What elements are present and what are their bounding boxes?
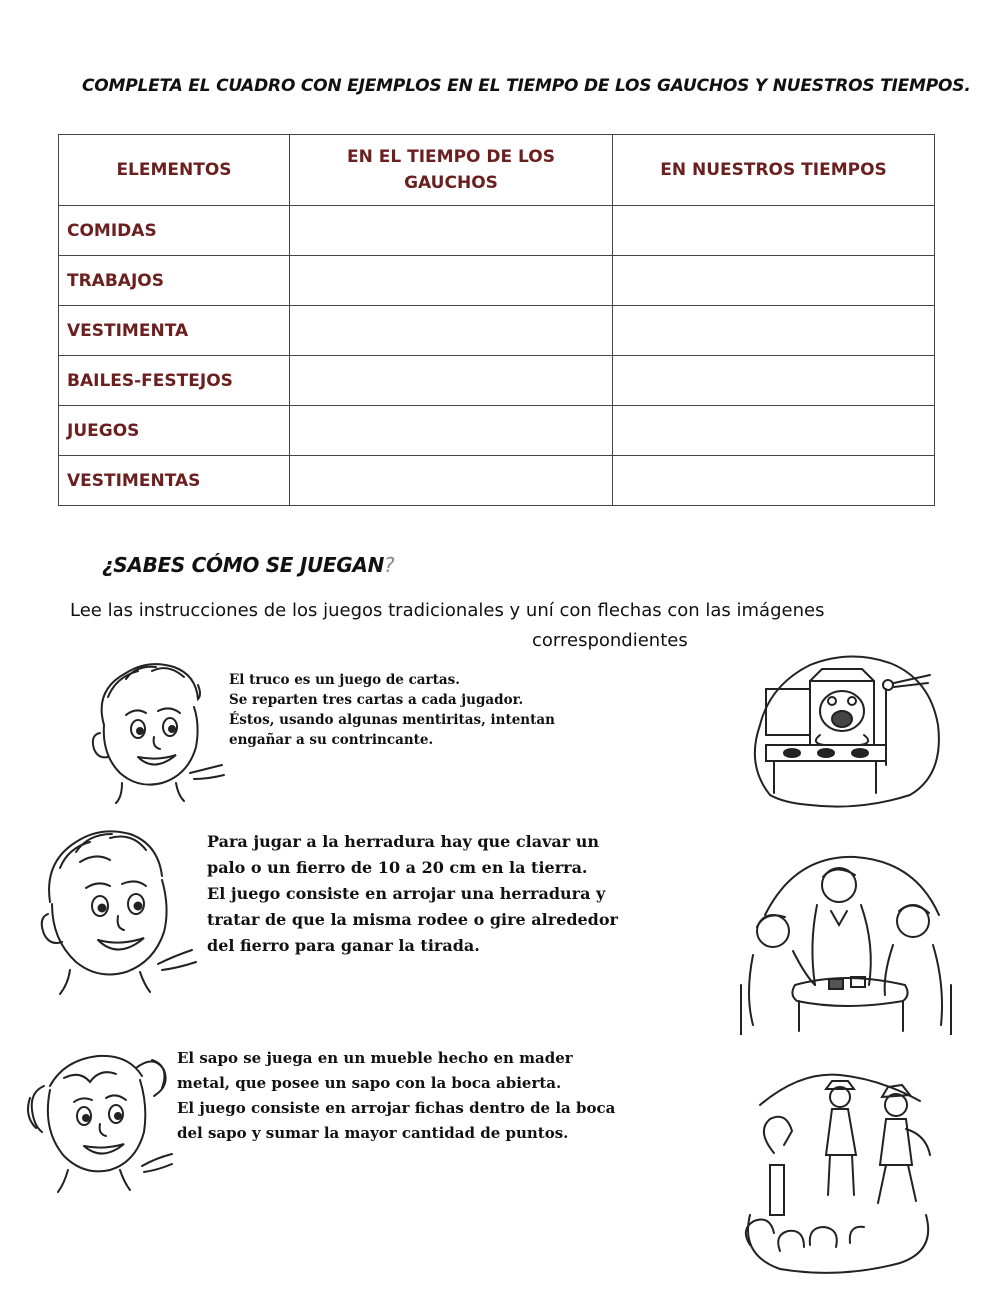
truco-card-players-illustration[interactable] bbox=[735, 845, 960, 1035]
sapo-line: metal, que posee un sapo con la boca abierta. bbox=[177, 1074, 562, 1092]
answer-cell-present[interactable] bbox=[613, 356, 935, 406]
row-label: VESTIMENTAS bbox=[59, 456, 290, 506]
herradura-line: palo o un fierro de 10 a 20 cm en la tierra. bbox=[207, 858, 588, 877]
truco-instructions bbox=[229, 670, 555, 750]
table-row bbox=[59, 256, 935, 306]
truco-line: Se reparten tres cartas a cada jugador. bbox=[229, 692, 524, 708]
answer-cell-present[interactable] bbox=[613, 456, 935, 506]
herradura-line: del fierro para ganar la tirada. bbox=[207, 936, 480, 955]
row-label: COMIDAS bbox=[59, 206, 290, 256]
answer-cell-present[interactable] bbox=[613, 256, 935, 306]
row-label: JUEGOS bbox=[59, 406, 290, 456]
answer-cell-past[interactable] bbox=[290, 356, 613, 406]
row-label: TRABAJOS bbox=[59, 256, 290, 306]
answer-cell-present[interactable] bbox=[613, 206, 935, 256]
header-tiempo-gauchos: EN EL TIEMPO DE LOS GAUCHOS bbox=[290, 135, 613, 206]
answer-cell-past[interactable] bbox=[290, 256, 613, 306]
row-label: VESTIMENTA bbox=[59, 306, 290, 356]
row-label: BAILES-FESTEJOS bbox=[59, 356, 290, 406]
boy-face-icon bbox=[40, 822, 200, 997]
truco-line: El truco es un juego de cartas. bbox=[229, 672, 460, 688]
girl-face-icon bbox=[24, 1046, 174, 1196]
herradura-game-illustration[interactable] bbox=[730, 1065, 945, 1280]
table-row bbox=[59, 406, 935, 456]
sapo-instructions bbox=[177, 1046, 615, 1146]
instructions-line-2: correspondientes bbox=[532, 630, 688, 651]
table-row bbox=[59, 456, 935, 506]
herradura-line: El juego consiste en arrojar una herradura y bbox=[207, 884, 606, 903]
answer-cell-past[interactable] bbox=[290, 306, 613, 356]
sapo-line: del sapo y sumar la mayor cantidad de puntos. bbox=[177, 1124, 569, 1142]
boy-face-icon bbox=[86, 655, 226, 805]
header-nuestros-tiempos: EN NUESTROS TIEMPOS bbox=[613, 135, 935, 206]
herradura-line: Para jugar a la herradura hay que clavar un bbox=[207, 832, 600, 851]
table-row bbox=[59, 356, 935, 406]
truco-line: engañar a su contrincante. bbox=[229, 732, 434, 748]
answer-cell-past[interactable] bbox=[290, 406, 613, 456]
header-elementos: ELEMENTOS bbox=[59, 135, 290, 206]
section-subtitle bbox=[102, 553, 394, 577]
comparison-table bbox=[58, 134, 935, 506]
answer-cell-present[interactable] bbox=[613, 306, 935, 356]
herradura-instructions bbox=[207, 829, 618, 959]
subtitle-question-mark: ? bbox=[384, 553, 395, 577]
subtitle-text: ¿SABES CÓMO SE JUEGAN bbox=[102, 553, 385, 577]
sapo-game-illustration[interactable] bbox=[740, 645, 945, 815]
sapo-line: El sapo se juega en un mueble hecho en mader bbox=[177, 1049, 573, 1067]
truco-line: Éstos, usando algunas mentiritas, intentan bbox=[229, 712, 555, 728]
herradura-line: tratar de que la misma rodee o gire alrededor bbox=[207, 910, 618, 929]
table-row bbox=[59, 206, 935, 256]
instructions-line-1: Lee las instrucciones de los juegos tradicionales y uní con flechas con las imágenes bbox=[70, 600, 825, 621]
answer-cell-past[interactable] bbox=[290, 206, 613, 256]
table-header-row bbox=[59, 135, 935, 206]
sapo-line: El juego consiste en arrojar fichas dentro de la boca bbox=[177, 1099, 616, 1117]
answer-cell-present[interactable] bbox=[613, 406, 935, 456]
table-row bbox=[59, 306, 935, 356]
page-title: COMPLETA EL CUADRO CON EJEMPLOS EN EL TIEMPO DE LOS GAUCHOS Y NUESTROS TIEMPOS. bbox=[82, 76, 971, 96]
answer-cell-past[interactable] bbox=[290, 456, 613, 506]
